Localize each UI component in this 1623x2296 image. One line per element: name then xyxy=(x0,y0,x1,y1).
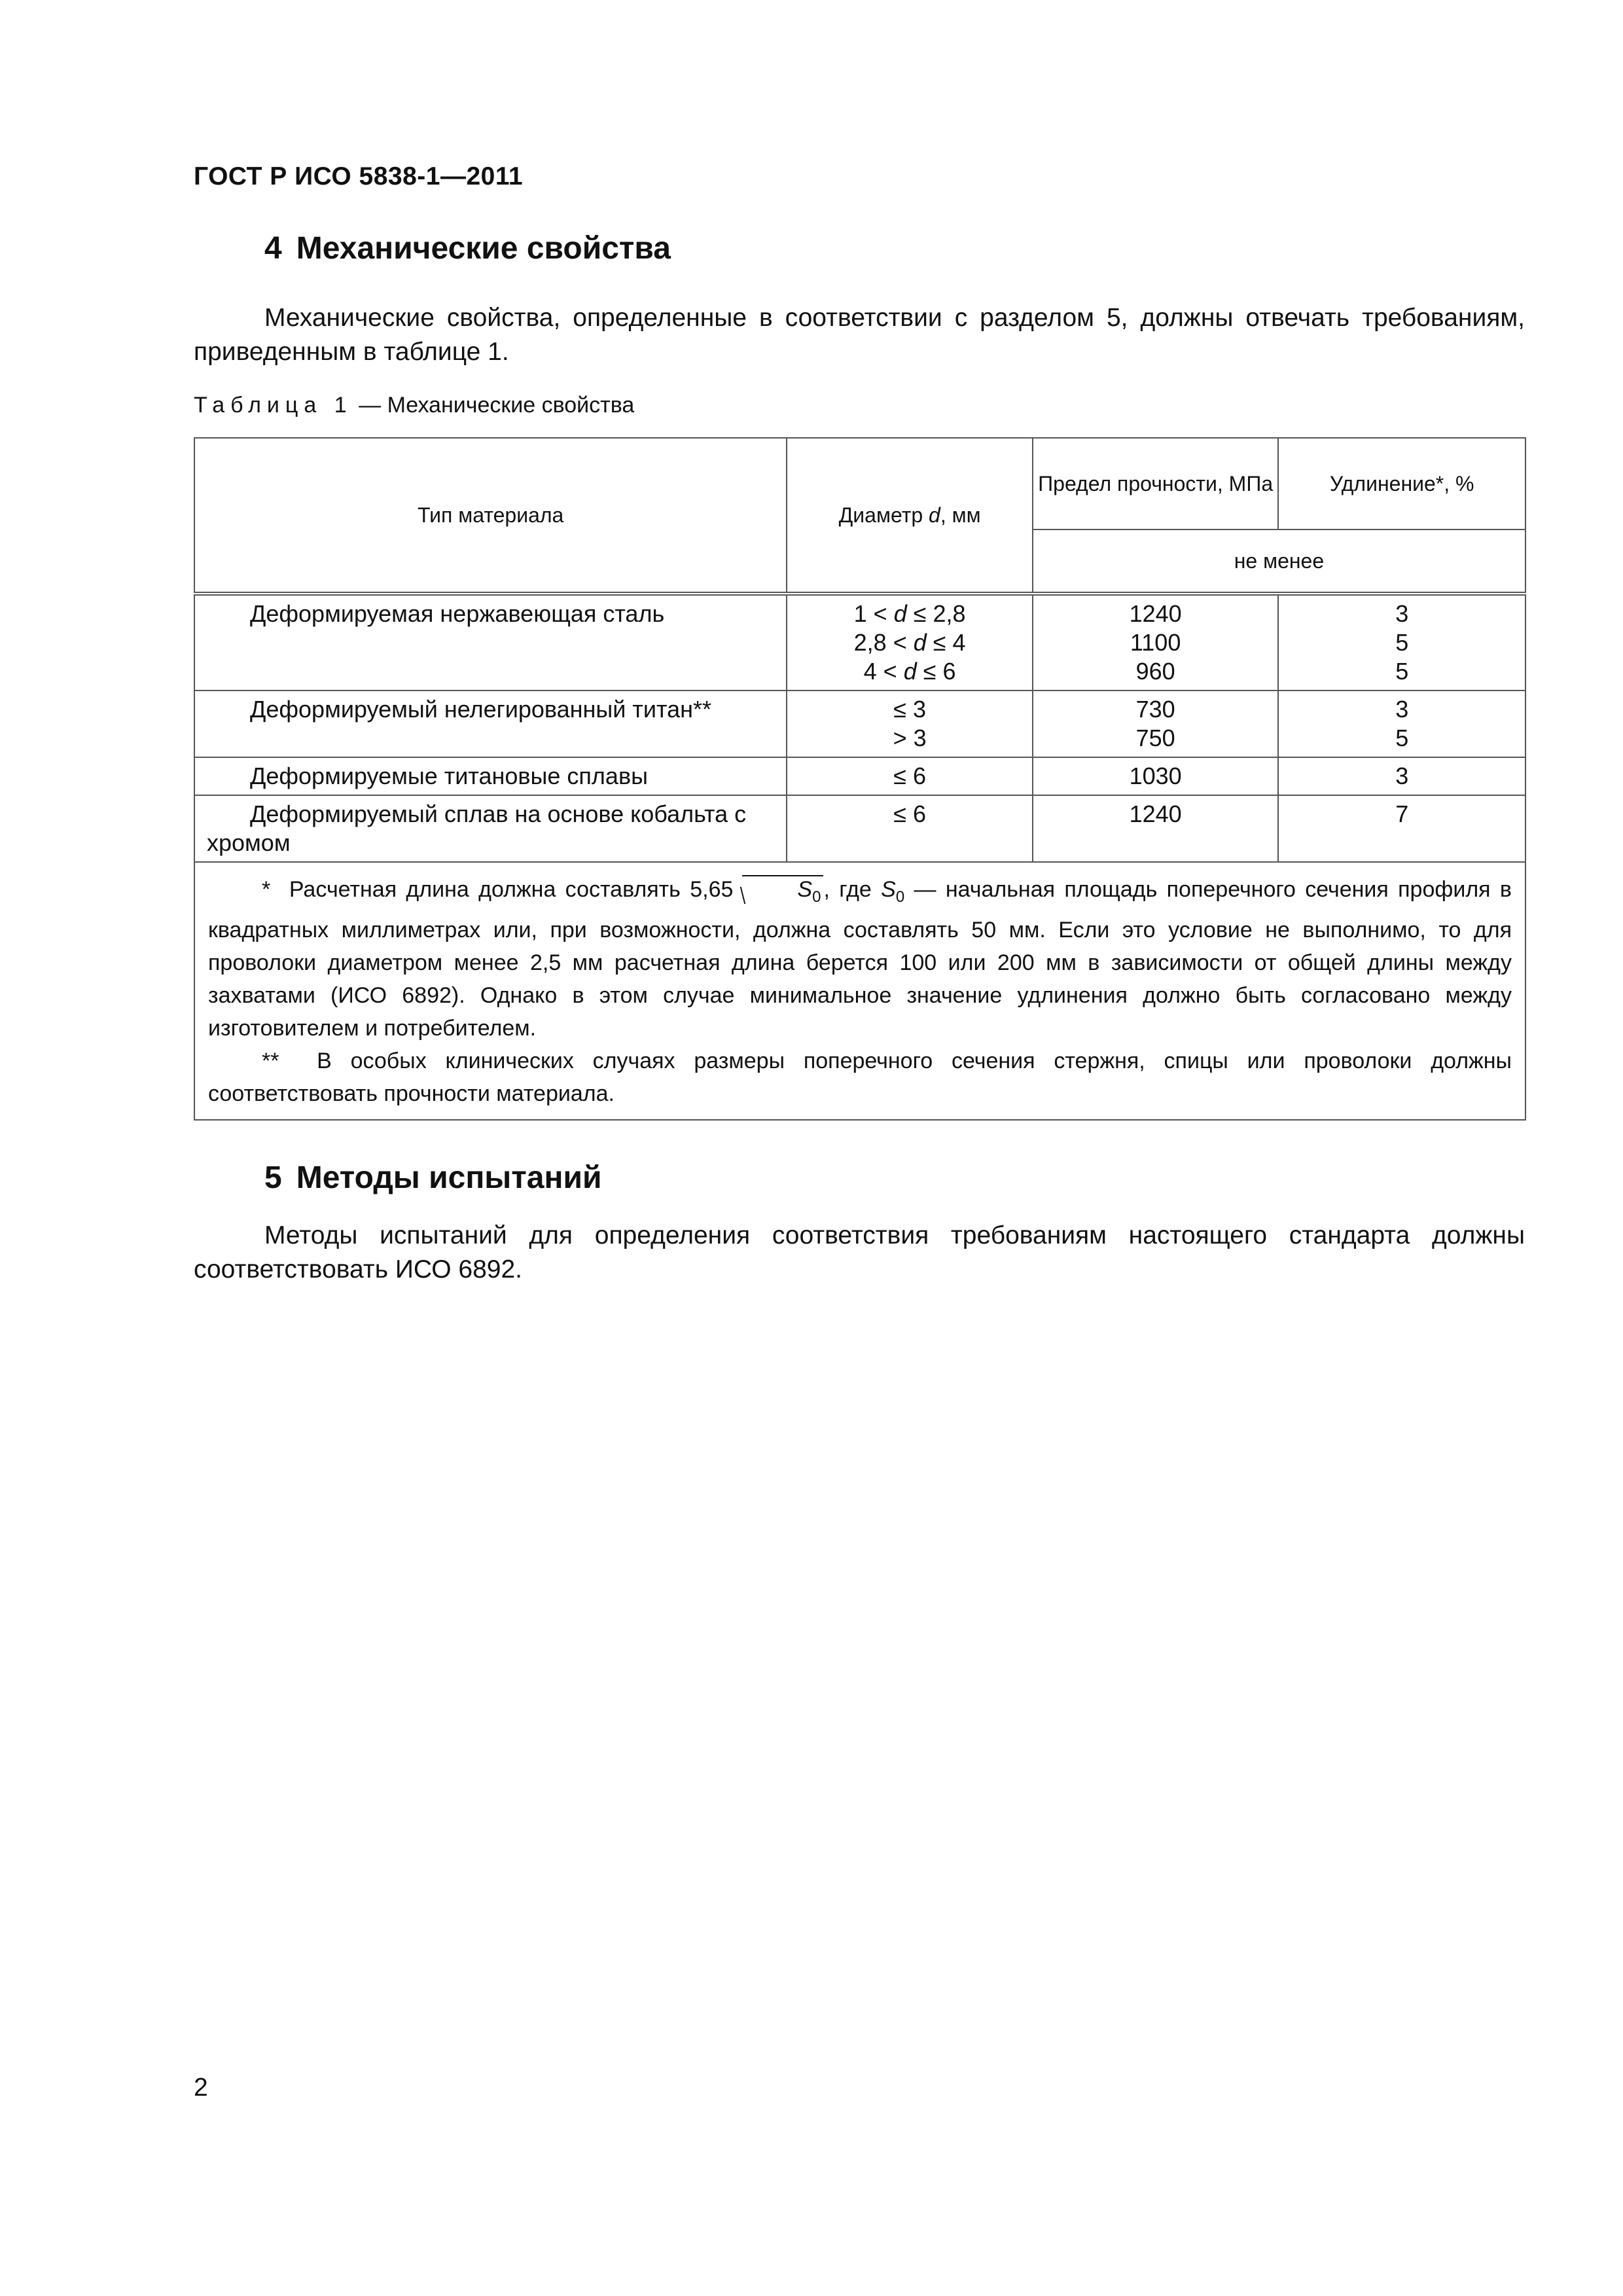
cell-diameter xyxy=(787,691,1033,757)
strength-value: 1240 xyxy=(1129,600,1182,627)
table-footnotes xyxy=(194,862,1525,1120)
diameter-value: ≤ 3 xyxy=(893,696,926,723)
section-4-heading xyxy=(264,230,671,266)
header-diameter-suffix: , мм xyxy=(940,503,981,527)
cell-strength xyxy=(1033,691,1279,757)
table-row xyxy=(194,795,1525,862)
section-number: 4 xyxy=(264,231,282,266)
table-caption-label: Таблица 1 xyxy=(194,393,353,418)
cell-strength xyxy=(1033,757,1279,795)
strength-value: 730 xyxy=(1135,696,1175,723)
elongation-value: 3 xyxy=(1395,696,1409,723)
elongation-value: 3 xyxy=(1395,762,1409,789)
cell-diameter xyxy=(787,757,1033,795)
strength-value: 750 xyxy=(1135,725,1175,751)
document-code: ГОСТ Р ИСО 5838-1—2011 xyxy=(194,162,524,190)
header-diameter-var: d xyxy=(929,503,940,527)
page-number: 2 xyxy=(194,2073,208,2102)
cell-diameter xyxy=(787,795,1033,862)
cell-diameter xyxy=(787,594,1033,691)
diameter-var: d xyxy=(913,629,927,656)
diameter-value: 2,8 < d ≤ 4 xyxy=(853,629,966,656)
cell-elongation xyxy=(1278,594,1525,691)
elongation-value: 5 xyxy=(1395,658,1409,685)
cell-material: Деформируемый нелегированный титан** xyxy=(194,691,787,757)
footnote-1-var: S xyxy=(881,877,896,902)
diameter-var: d xyxy=(903,658,917,685)
footnote-1-var-sub: 0 xyxy=(895,888,905,906)
strength-value: 1240 xyxy=(1129,800,1182,827)
cell-elongation xyxy=(1278,691,1525,757)
strength-value: 1100 xyxy=(1130,629,1181,656)
footnote-1-pre: Расчетная длина должна составлять 5,65 xyxy=(289,877,734,902)
cell-material: Деформируемая нержавеющая сталь xyxy=(194,594,787,691)
diameter-value: > 3 xyxy=(893,725,927,751)
mechanical-properties-table-wrap xyxy=(194,437,1526,1121)
section-5-heading xyxy=(264,1160,602,1196)
cell-elongation xyxy=(1278,757,1525,795)
cell-material: Деформируемый сплав на основе кобальта с хромом xyxy=(194,795,787,862)
footnote-2-text: В особых клинических случаях размеры поперечного сечения стержня, спицы или проволоки должны соответствовать прочности материала. xyxy=(208,1048,1512,1106)
header-elongation: Удлинение*, % xyxy=(1278,438,1525,529)
elongation-value: 5 xyxy=(1395,629,1409,656)
cell-strength xyxy=(1033,594,1279,691)
table-row xyxy=(194,594,1525,691)
header-material: Тип материала xyxy=(194,438,787,594)
strength-value: 1030 xyxy=(1129,762,1182,789)
cell-strength xyxy=(1033,795,1279,862)
footnote-1-mid: , где xyxy=(823,877,882,902)
section-title: Методы испытаний xyxy=(296,1160,602,1195)
section-number: 5 xyxy=(264,1160,282,1195)
table-body xyxy=(194,594,1525,862)
elongation-value: 3 xyxy=(1395,600,1409,627)
header-min-note: не менее xyxy=(1033,529,1525,594)
footnote-1-post: — начальная площадь поперечного сечения профиля в квадратных миллиметрах или, при возможности, должна составлять 50 мм. Если это условие не выполнимо, то для проволоки диаметром менее 2,5 мм расчетная длина берется 100 или 200 мм в зависимости от общей длины между захватами (ИСО 6892). Однако в этом случае минимальное значение удлинения должно быть согласовано между изготовителем и потребителем. xyxy=(208,877,1512,1041)
diameter-value: 1 < d ≤ 2,8 xyxy=(853,600,966,627)
table-row xyxy=(194,757,1525,795)
section-title: Механические свойства xyxy=(296,231,671,266)
header-diameter xyxy=(787,438,1033,594)
elongation-value: 5 xyxy=(1395,725,1409,751)
diameter-value: 4 < d ≤ 6 xyxy=(863,658,956,685)
diameter-value: ≤ 6 xyxy=(893,762,926,789)
footnote-1 xyxy=(208,873,1512,1045)
section-5-paragraph: Методы испытаний для определения соответствия требованиям настоящего стандарта должны соответствовать ИСО 6892. xyxy=(194,1221,1525,1283)
footnote-2 xyxy=(208,1045,1512,1110)
header-diameter-prefix: Диаметр xyxy=(838,503,929,527)
elongation-value: 7 xyxy=(1395,800,1409,827)
mechanical-properties-table xyxy=(194,437,1526,1121)
diameter-var: d xyxy=(893,600,907,627)
section-4-paragraph: Механические свойства, определенные в соответствии с разделом 5, должны отвечать требованиям, приведенным в таблице 1. xyxy=(194,304,1525,366)
cell-material: Деформируемые титановые сплавы xyxy=(194,757,787,795)
sqrt-var: S xyxy=(797,877,813,902)
cell-elongation xyxy=(1278,795,1525,862)
table-caption xyxy=(194,393,634,418)
table-row xyxy=(194,691,1525,757)
strength-value: 960 xyxy=(1135,658,1175,685)
table-caption-title: — Механические свойства xyxy=(359,393,635,418)
footnote-1-marker: * xyxy=(262,877,271,902)
sqrt-symbol xyxy=(742,875,823,910)
footnote-2-marker: ** xyxy=(262,1048,279,1073)
diameter-value: ≤ 6 xyxy=(893,800,926,827)
header-strength: Предел прочности, МПа xyxy=(1033,438,1279,529)
sqrt-sub: 0 xyxy=(812,888,821,906)
